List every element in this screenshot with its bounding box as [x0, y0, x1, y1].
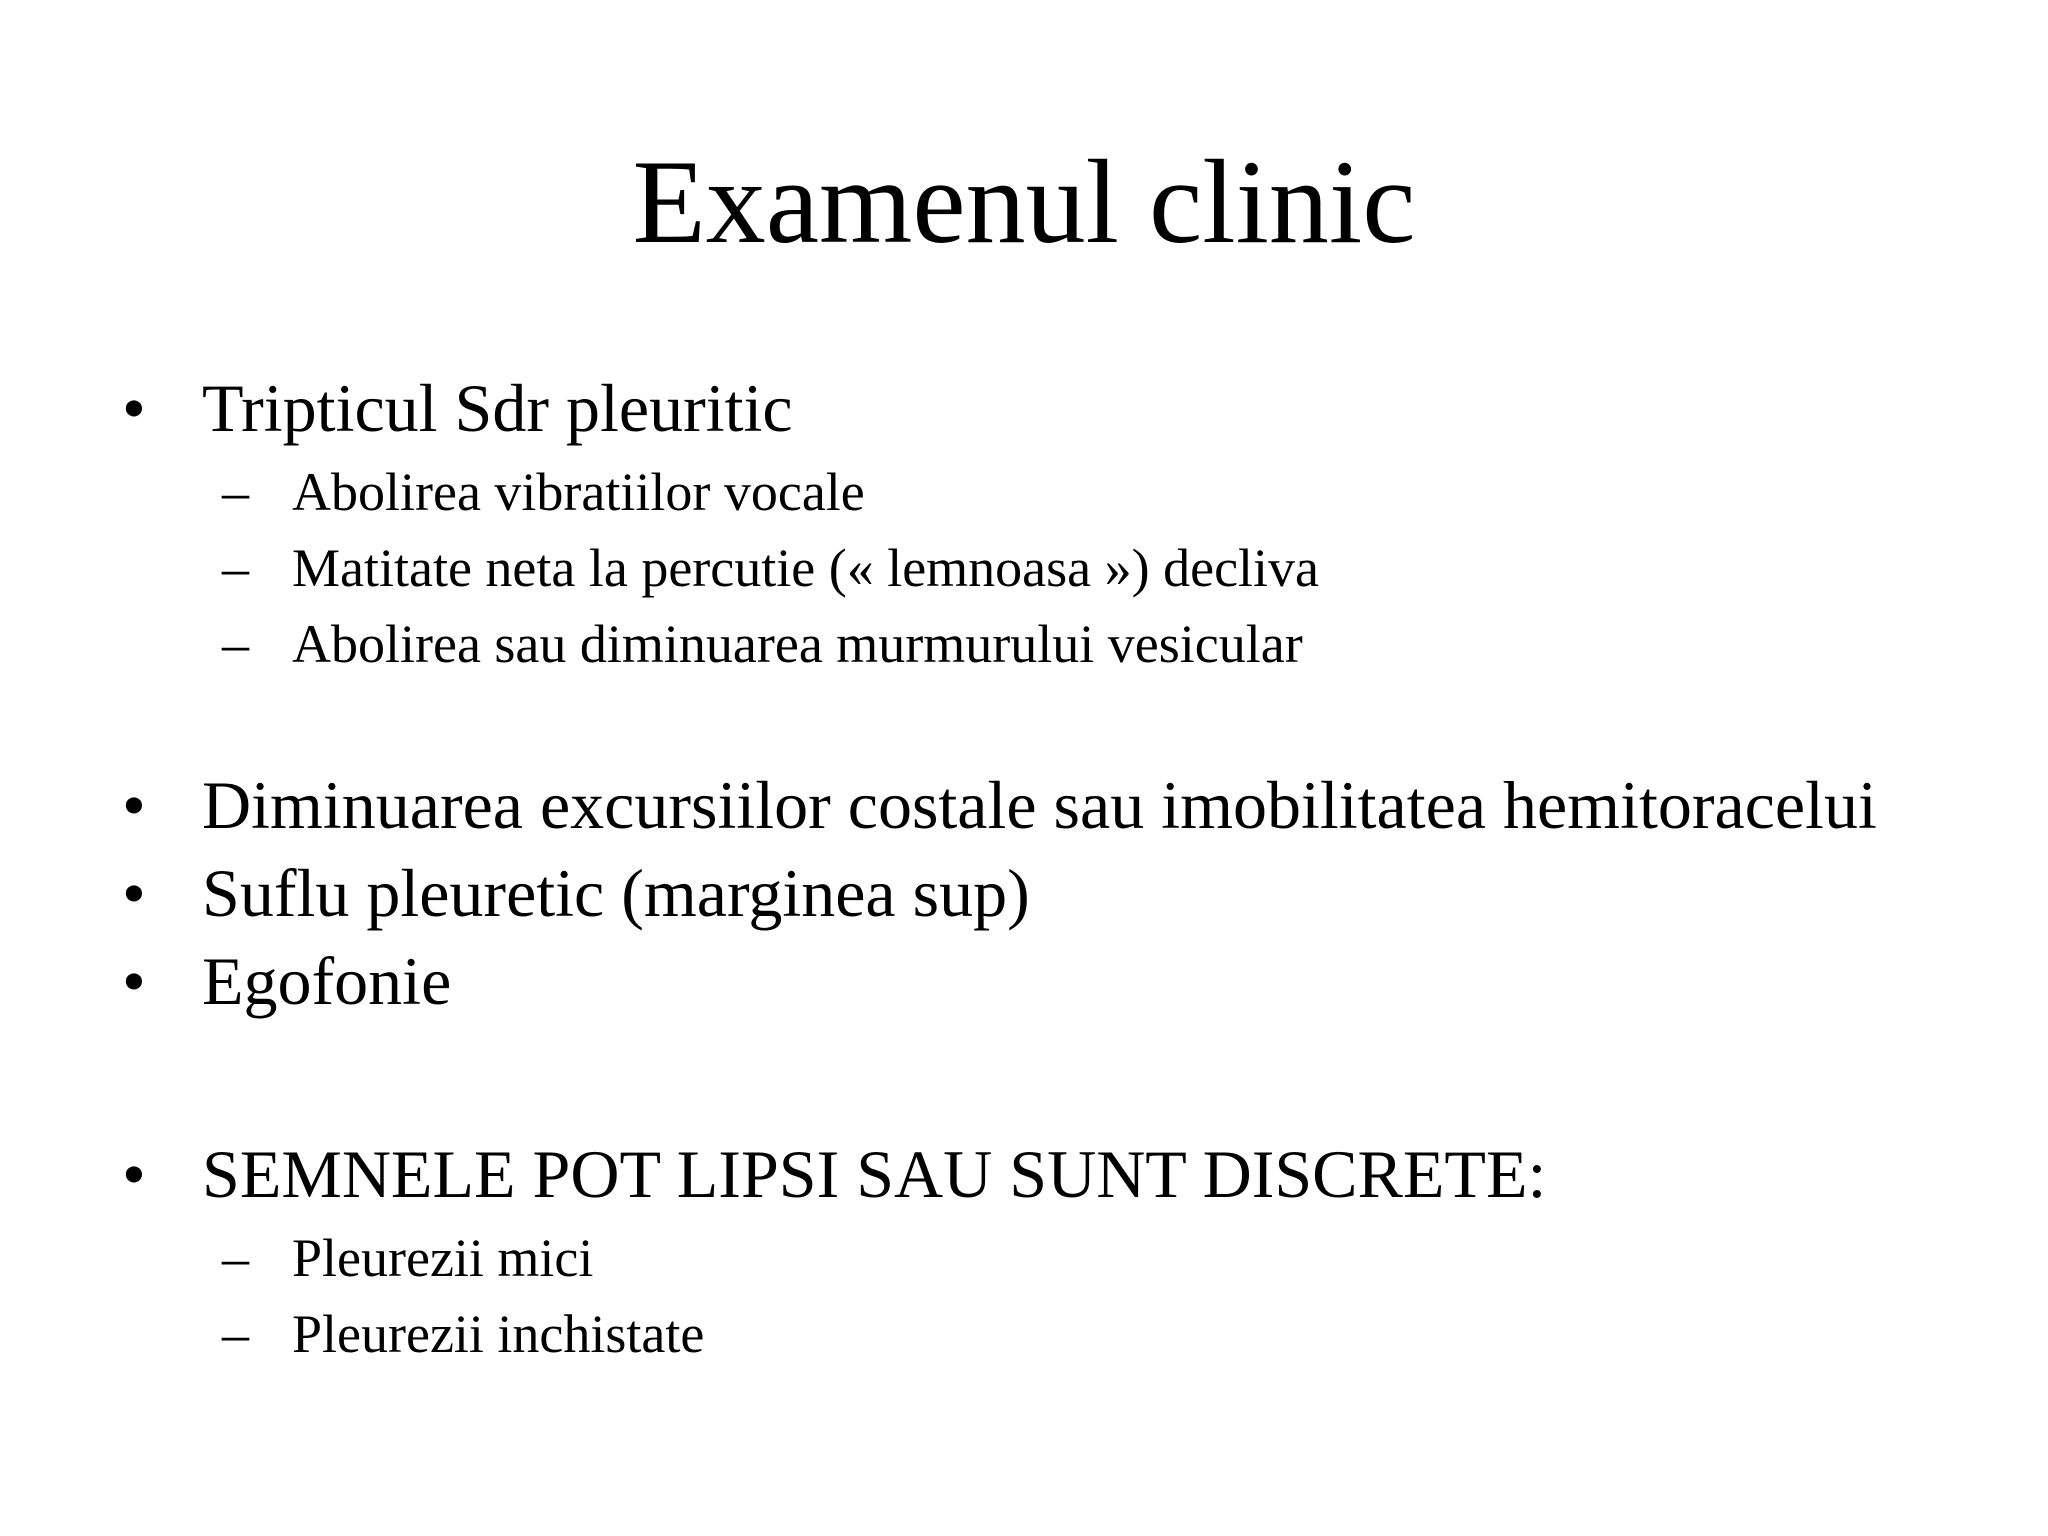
sub-item-text: Matitate neta la percutie (« lemnoasa ») decliva [292, 538, 1320, 598]
sub-item-text: Abolirea vibratiilor vocale [292, 462, 865, 522]
sub-item-text: Pleurezii mici [292, 1228, 594, 1288]
bullet-text: Diminuarea excursiilor costale sau imobilitatea hemitoracelui [202, 767, 1877, 843]
dash-icon: – [222, 1228, 249, 1288]
bullet-icon: • [122, 855, 146, 931]
dash-icon: – [222, 462, 249, 522]
sub-item-text: Pleurezii inchistate [292, 1304, 705, 1364]
bullet-text: SEMNELE POT LIPSI SAU SUNT DISCRETE: [202, 1136, 1547, 1212]
bullet-icon: • [122, 1136, 146, 1212]
slide-title: Examenul clinic [632, 135, 1416, 268]
bullet-icon: • [122, 767, 146, 843]
bullet-icon: • [122, 943, 146, 1019]
dash-icon: – [222, 614, 249, 674]
dash-icon: – [222, 1304, 249, 1364]
dash-icon: – [222, 538, 249, 598]
sub-item-text: Abolirea sau diminuarea murmurului vesicular [292, 614, 1303, 674]
bullet-text: Suflu pleuretic (marginea sup) [202, 855, 1030, 931]
bullet-text: Egofonie [202, 943, 452, 1019]
bullet-text: Tripticul Sdr pleuritic [202, 370, 793, 446]
bullet-icon: • [122, 370, 146, 446]
